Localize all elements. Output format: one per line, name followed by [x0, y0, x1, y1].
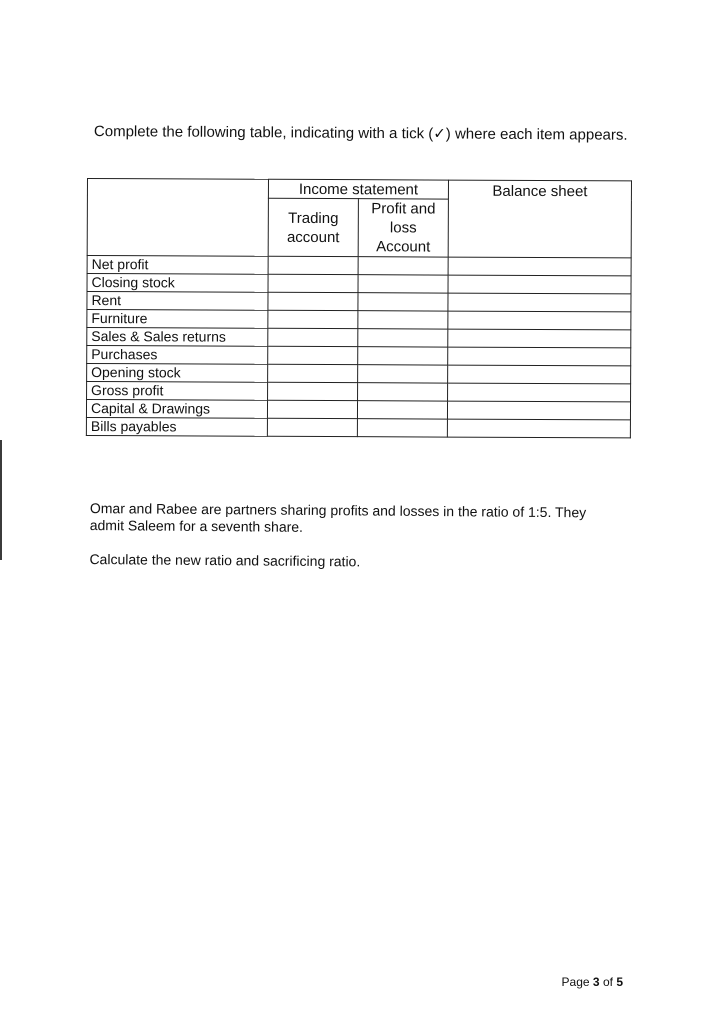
profit-loss-account-header: Profit and loss Account	[358, 199, 448, 257]
profit-loss-cell[interactable]	[358, 365, 448, 383]
row-item-label: Gross profit	[87, 382, 268, 401]
table-row	[86, 417, 630, 437]
balance-sheet-cell[interactable]	[447, 419, 630, 438]
page-of-word: of	[602, 975, 613, 989]
classification-table	[86, 178, 632, 438]
item-column-header	[87, 179, 268, 257]
profit-loss-cell[interactable]	[358, 275, 448, 293]
profit-loss-cell[interactable]	[358, 347, 448, 365]
classification-table-wrapper	[86, 178, 633, 438]
page-number	[562, 975, 623, 989]
table-row	[87, 310, 631, 330]
row-item-label: Purchases	[87, 346, 268, 365]
page-word: Page	[561, 975, 590, 989]
trading-cell[interactable]	[268, 382, 358, 400]
trading-cell[interactable]	[267, 400, 357, 418]
scan-edge-mark	[0, 440, 2, 560]
balance-sheet-cell[interactable]	[448, 311, 631, 330]
question-paragraph-1: Omar and Rabee are partners sharing profits and losses in the ratio of 1:5. They admit Saleem for a seventh share.	[89, 500, 587, 535]
trading-cell[interactable]	[268, 328, 358, 346]
balance-sheet-cell[interactable]	[448, 257, 631, 276]
question-paragraph-2: Calculate the new ratio and sacrificing ratio.	[89, 550, 361, 570]
table-row	[87, 328, 631, 348]
profit-loss-cell[interactable]	[358, 257, 448, 275]
row-item-label: Rent	[87, 292, 268, 311]
profit-loss-cell[interactable]	[358, 293, 448, 311]
profit-loss-cell[interactable]	[358, 383, 448, 401]
table-row	[87, 256, 631, 276]
balance-sheet-cell[interactable]	[448, 365, 631, 384]
page-total: 5	[616, 975, 623, 989]
balance-sheet-cell[interactable]	[448, 329, 631, 348]
income-statement-header: Income statement	[268, 179, 448, 199]
table-row	[87, 292, 631, 312]
table-row	[87, 364, 631, 384]
row-item-label: Net profit	[87, 256, 268, 275]
trading-cell[interactable]	[268, 274, 358, 292]
profit-loss-cell[interactable]	[358, 311, 448, 329]
row-item-label: Sales & Sales returns	[87, 328, 268, 347]
row-item-label: Opening stock	[87, 364, 268, 383]
trading-cell[interactable]	[268, 364, 358, 382]
table-row	[86, 400, 630, 420]
balance-sheet-cell[interactable]	[448, 383, 631, 402]
table-body	[86, 256, 631, 438]
table-header-row	[87, 179, 631, 200]
trading-cell[interactable]	[267, 418, 357, 436]
profit-loss-cell[interactable]	[357, 419, 447, 437]
balance-sheet-cell[interactable]	[447, 401, 630, 420]
table-row	[87, 346, 631, 366]
row-item-label: Closing stock	[87, 274, 268, 293]
trading-account-header: Trading account	[268, 198, 358, 256]
row-item-label: Capital & Drawings	[86, 400, 267, 419]
trading-cell[interactable]	[268, 310, 358, 328]
balance-sheet-cell[interactable]	[448, 275, 631, 294]
table-instruction: Complete the following table, indicating with a tick (✓) where each item appears.	[93, 122, 628, 144]
table-row	[87, 382, 631, 402]
partnership-question	[89, 500, 610, 590]
page-current: 3	[592, 975, 600, 989]
trading-cell[interactable]	[268, 292, 358, 310]
balance-sheet-header: Balance sheet	[448, 180, 631, 258]
balance-sheet-cell[interactable]	[448, 293, 631, 312]
profit-loss-cell[interactable]	[358, 329, 448, 347]
trading-cell[interactable]	[268, 256, 358, 274]
row-item-label: Bills payables	[86, 417, 267, 436]
profit-loss-cell[interactable]	[357, 401, 447, 419]
balance-sheet-cell[interactable]	[448, 347, 631, 366]
trading-cell[interactable]	[268, 346, 358, 364]
row-item-label: Furniture	[87, 310, 268, 329]
table-row	[87, 274, 631, 294]
